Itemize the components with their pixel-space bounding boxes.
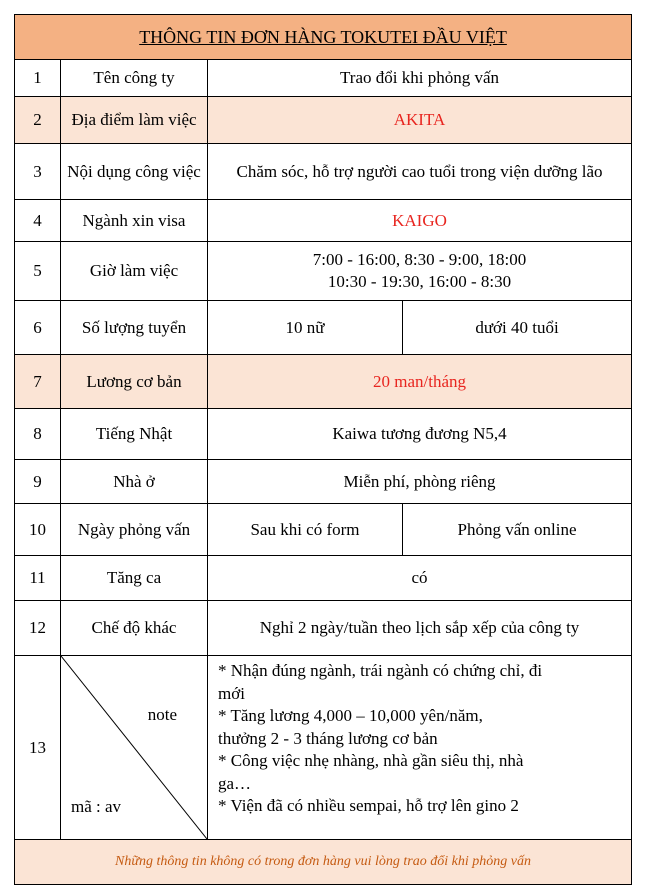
row-value: KAIGO [208,200,632,242]
row-value-right: Phỏng vấn online [403,504,632,556]
row-value: Trao đổi khi phỏng vấn [208,60,632,97]
row-value-left: 10 nữ [208,301,403,355]
row-value: Miễn phí, phòng riêng [208,460,632,504]
note-line: mới [218,683,245,703]
row-number: 12 [15,601,61,656]
row-number: 1 [15,60,61,97]
row-label: Lương cơ bản [61,355,208,409]
row-value: Kaiwa tương đương N5,4 [208,409,632,460]
row-number: 8 [15,409,61,460]
row-number: 4 [15,200,61,242]
order-info-table [14,14,632,885]
row-value [208,242,632,301]
row-value-right: dưới 40 tuổi [403,301,632,355]
row-value: 20 man/tháng [208,355,632,409]
row-label: Chế độ khác [61,601,208,656]
table-title: THÔNG TIN ĐƠN HÀNG TOKUTEI ĐẦU VIỆT [15,15,632,60]
diagonal-split-cell [61,656,208,840]
row-label: Địa điểm làm việc [61,97,208,144]
row-value-left: Sau khi có form [208,504,403,556]
notes-cell [208,656,632,840]
row-value: có [208,556,632,601]
row-number: 11 [15,556,61,601]
row-label: Nội dụng công việc [61,144,208,200]
row-number: 10 [15,504,61,556]
row-number: 13 [15,656,61,840]
row-value: Nghỉ 2 ngày/tuần theo lịch sắp xếp của công ty [208,601,632,656]
code-label: mã : av [71,797,122,816]
row-label: Giờ làm việc [61,242,208,301]
note-line: * Công việc nhẹ nhàng, nhà gần siêu thị, nhà [218,751,524,770]
row-label: Tiếng Nhật [61,409,208,460]
footer-note: Những thông tin không có trong đơn hàng vui lòng trao đổi khi phỏng vấn [15,840,632,885]
row-label: Tên công ty [61,60,208,97]
row-number: 5 [15,242,61,301]
row-label: Số lượng tuyển [61,301,208,355]
note-label: note [147,705,177,724]
note-line: * Nhận đúng ngành, trái ngành có chứng chỉ, đi [218,661,543,680]
row-label: Ngày phỏng vấn [61,504,208,556]
row-value: Chăm sóc, hỗ trợ người cao tuổi trong viện dưỡng lão [208,144,632,200]
note-line: * Viện đã có nhiều sempai, hỗ trợ lên gino 2 [218,796,519,815]
row-number: 7 [15,355,61,409]
working-hours-line: 7:00 - 16:00, 8:30 - 9:00, 18:00 [312,250,527,269]
row-label: Nhà ở [61,460,208,504]
row-label: Tăng ca [61,556,208,601]
working-hours-line: 10:30 - 19:30, 16:00 - 8:30 [327,272,512,291]
note-line: ga… [218,773,252,793]
row-number: 6 [15,301,61,355]
note-line: * Tăng lương 4,000 – 10,000 yên/năm, [218,706,483,725]
row-number: 2 [15,97,61,144]
row-label: Ngành xin visa [61,200,208,242]
row-value: AKITA [208,97,632,144]
row-number: 3 [15,144,61,200]
row-number: 9 [15,460,61,504]
note-line: thưởng 2 - 3 tháng lương cơ bản [218,728,438,748]
